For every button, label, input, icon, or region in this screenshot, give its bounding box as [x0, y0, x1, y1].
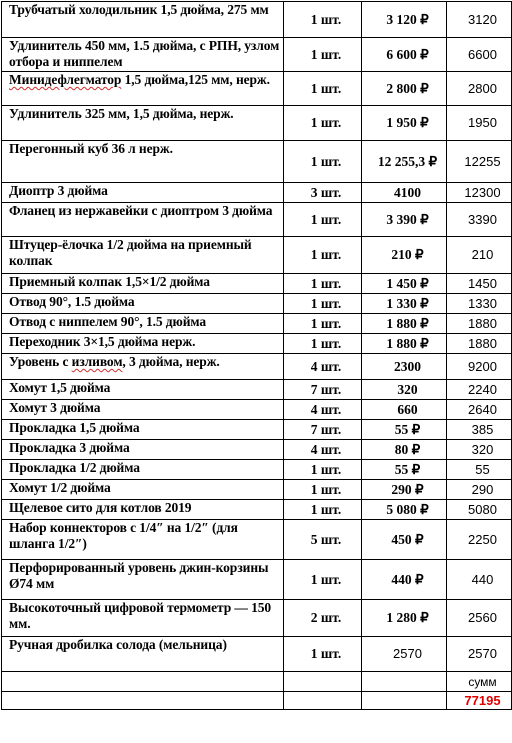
- item-price-cell[interactable]: 440 ₽: [362, 560, 447, 600]
- item-total-cell[interactable]: 12255: [447, 141, 512, 183]
- item-name-part: , 3 дюйма, нерж.: [122, 354, 220, 369]
- item-name-cell[interactable]: Щелевое сито для котлов 2019: [2, 500, 284, 520]
- item-quantity-cell[interactable]: 4 шт.: [284, 354, 362, 380]
- empty-cell[interactable]: [284, 692, 362, 710]
- summary-label-row: [2, 672, 512, 692]
- table-row: [2, 460, 512, 480]
- table-row: [2, 560, 512, 600]
- item-quantity-cell[interactable]: 1 шт.: [284, 637, 362, 672]
- empty-cell[interactable]: [362, 672, 447, 692]
- item-name-cell[interactable]: Набор коннекторов с 1/4″ на 1/2″ (для шланга 1/2″): [2, 520, 284, 560]
- empty-cell[interactable]: [2, 692, 284, 710]
- item-quantity-cell[interactable]: 1 шт.: [284, 2, 362, 38]
- item-quantity-cell[interactable]: 7 шт.: [284, 420, 362, 440]
- item-price-cell[interactable]: 55 ₽: [362, 460, 447, 480]
- table-row: [2, 203, 512, 237]
- table-row: [2, 237, 512, 274]
- item-price-cell[interactable]: 2300: [362, 354, 447, 380]
- item-price-cell[interactable]: 5 080 ₽: [362, 500, 447, 520]
- item-price-cell[interactable]: 3 120 ₽: [362, 2, 447, 38]
- item-name-cell[interactable]: Прокладка 1,5 дюйма: [2, 420, 284, 440]
- item-total-cell[interactable]: 320: [447, 440, 512, 460]
- item-price-cell[interactable]: 660: [362, 400, 447, 420]
- item-quantity-cell[interactable]: 1 шт.: [284, 72, 362, 106]
- table-row: [2, 480, 512, 500]
- item-total-cell[interactable]: 1880: [447, 314, 512, 334]
- item-price-cell[interactable]: 1 880 ₽: [362, 314, 447, 334]
- item-price-cell[interactable]: 12 255,3 ₽: [362, 141, 447, 183]
- item-name-cell[interactable]: Хомут 1/2 дюйма: [2, 480, 284, 500]
- item-total-cell[interactable]: 12300: [447, 183, 512, 203]
- summary-value-row: [2, 692, 512, 710]
- table-row: [2, 380, 512, 400]
- item-name-cell[interactable]: [2, 72, 284, 106]
- table-row: [2, 637, 512, 672]
- item-price-cell[interactable]: 1 880 ₽: [362, 334, 447, 354]
- item-total-cell[interactable]: 5080: [447, 500, 512, 520]
- item-quantity-cell[interactable]: 1 шт.: [284, 38, 362, 72]
- item-total-cell[interactable]: 2570: [447, 637, 512, 672]
- item-name-cell[interactable]: Перфорированный уровень джин-корзины Ø74 мм: [2, 560, 284, 600]
- item-price-cell[interactable]: 55 ₽: [362, 420, 447, 440]
- table-row: [2, 106, 512, 141]
- item-name-part: 1,5 дюйма,125 мм, нерж.: [121, 72, 270, 87]
- table-row: [2, 420, 512, 440]
- item-total-cell[interactable]: 1880: [447, 334, 512, 354]
- item-quantity-cell[interactable]: 2 шт.: [284, 600, 362, 637]
- table-row: [2, 520, 512, 560]
- item-quantity-cell[interactable]: 1 шт.: [284, 294, 362, 314]
- item-price-cell[interactable]: 2 800 ₽: [362, 72, 447, 106]
- order-table-body: [2, 2, 512, 710]
- item-name-cell[interactable]: Хомут 1,5 дюйма: [2, 380, 284, 400]
- item-name-cell[interactable]: Отвод 90°, 1.5 дюйма: [2, 294, 284, 314]
- table-row: [2, 354, 512, 380]
- table-row: [2, 600, 512, 637]
- table-row: [2, 334, 512, 354]
- item-total-cell[interactable]: 385: [447, 420, 512, 440]
- item-name-cell[interactable]: Штуцер-ёлочка 1/2 дюйма на приемный колпак: [2, 237, 284, 274]
- item-price-cell[interactable]: 1 280 ₽: [362, 600, 447, 637]
- table-row: [2, 400, 512, 420]
- item-quantity-cell[interactable]: 5 шт.: [284, 520, 362, 560]
- item-name-cell[interactable]: Приемный колпак 1,5×1/2 дюйма: [2, 274, 284, 294]
- item-name-cell[interactable]: Перегонный куб 36 л нерж.: [2, 141, 284, 183]
- item-name-cell[interactable]: Удлинитель 325 мм, 1,5 дюйма, нерж.: [2, 106, 284, 141]
- item-price-cell[interactable]: 4100: [362, 183, 447, 203]
- item-name-cell[interactable]: Фланец из нержавейки с диоптром 3 дюйма: [2, 203, 284, 237]
- item-quantity-cell[interactable]: 7 шт.: [284, 380, 362, 400]
- item-name-cell[interactable]: Отвод с ниппелем 90°, 1.5 дюйма: [2, 314, 284, 334]
- empty-cell[interactable]: [284, 672, 362, 692]
- table-row: [2, 141, 512, 183]
- item-name-cell[interactable]: [2, 354, 284, 380]
- item-quantity-cell[interactable]: 1 шт.: [284, 500, 362, 520]
- item-total-cell[interactable]: 55: [447, 460, 512, 480]
- item-price-cell[interactable]: 290 ₽: [362, 480, 447, 500]
- item-total-cell[interactable]: 2800: [447, 72, 512, 106]
- item-total-cell[interactable]: 2560: [447, 600, 512, 637]
- item-total-cell[interactable]: 1450: [447, 274, 512, 294]
- item-total-cell[interactable]: 1330: [447, 294, 512, 314]
- item-quantity-cell[interactable]: 1 шт.: [284, 560, 362, 600]
- table-row: [2, 294, 512, 314]
- item-quantity-cell[interactable]: 1 шт.: [284, 460, 362, 480]
- table-row: [2, 2, 512, 38]
- item-total-cell[interactable]: 6600: [447, 38, 512, 72]
- item-price-cell[interactable]: 450 ₽: [362, 520, 447, 560]
- item-total-cell[interactable]: 210: [447, 237, 512, 274]
- item-name-cell[interactable]: Трубчатый холодильник 1,5 дюйма, 275 мм: [2, 2, 284, 38]
- sum-label-cell[interactable]: сумм: [447, 672, 512, 692]
- sum-value-cell[interactable]: 77195: [447, 692, 512, 710]
- item-quantity-cell[interactable]: 1 шт.: [284, 141, 362, 183]
- item-quantity-cell[interactable]: 1 шт.: [284, 203, 362, 237]
- table-row: [2, 72, 512, 106]
- item-price-cell[interactable]: 1 950 ₽: [362, 106, 447, 141]
- table-row: [2, 38, 512, 72]
- item-name-cell[interactable]: Ручная дробилка солода (мельница): [2, 637, 284, 672]
- item-name-cell[interactable]: Хомут 3 дюйма: [2, 400, 284, 420]
- item-quantity-cell[interactable]: 3 шт.: [284, 183, 362, 203]
- table-row: [2, 274, 512, 294]
- table-row: [2, 500, 512, 520]
- item-price-cell[interactable]: 1 330 ₽: [362, 294, 447, 314]
- table-row: [2, 183, 512, 203]
- item-quantity-cell[interactable]: 1 шт.: [284, 106, 362, 141]
- item-name-cell[interactable]: Высокоточный цифровой термометр — 150 мм.: [2, 600, 284, 637]
- item-total-cell[interactable]: 290: [447, 480, 512, 500]
- table-row: [2, 440, 512, 460]
- item-quantity-cell[interactable]: 1 шт.: [284, 274, 362, 294]
- item-name-cell[interactable]: Прокладка 1/2 дюйма: [2, 460, 284, 480]
- item-total-cell[interactable]: 3120: [447, 2, 512, 38]
- item-total-cell[interactable]: 440: [447, 560, 512, 600]
- item-name-part: изливом: [71, 354, 123, 369]
- item-price-cell[interactable]: 6 600 ₽: [362, 38, 447, 72]
- item-total-cell[interactable]: 2250: [447, 520, 512, 560]
- item-total-cell[interactable]: 2240: [447, 380, 512, 400]
- item-name-cell[interactable]: Переходник 3×1,5 дюйма нерж.: [2, 334, 284, 354]
- item-quantity-cell[interactable]: 1 шт.: [284, 334, 362, 354]
- item-total-cell[interactable]: 9200: [447, 354, 512, 380]
- item-quantity-cell[interactable]: 4 шт.: [284, 400, 362, 420]
- item-total-cell[interactable]: 3390: [447, 203, 512, 237]
- item-quantity-cell[interactable]: 1 шт.: [284, 480, 362, 500]
- item-price-cell[interactable]: 320: [362, 380, 447, 400]
- item-name-cell[interactable]: Удлинитель 450 мм, 1.5 дюйма, с РПН, узлом отбора и ниппелем: [2, 38, 284, 72]
- item-name-part: Минидефлегматор: [9, 72, 122, 87]
- item-quantity-cell[interactable]: 1 шт.: [284, 314, 362, 334]
- item-name-cell[interactable]: Прокладка 3 дюйма: [2, 440, 284, 460]
- empty-cell[interactable]: [362, 692, 447, 710]
- item-name-cell[interactable]: Диоптр 3 дюйма: [2, 183, 284, 203]
- item-name-part: Уровень с: [9, 354, 72, 369]
- item-total-cell[interactable]: 2640: [447, 400, 512, 420]
- item-price-cell[interactable]: 210 ₽: [362, 237, 447, 274]
- item-price-cell[interactable]: 2570: [362, 637, 447, 672]
- table-row: [2, 314, 512, 334]
- item-quantity-cell[interactable]: 4 шт.: [284, 440, 362, 460]
- item-quantity-cell[interactable]: 1 шт.: [284, 237, 362, 274]
- item-total-cell[interactable]: 1950: [447, 106, 512, 141]
- empty-cell[interactable]: [2, 672, 284, 692]
- item-price-cell[interactable]: 80 ₽: [362, 440, 447, 460]
- order-table: [1, 1, 512, 710]
- item-price-cell[interactable]: 3 390 ₽: [362, 203, 447, 237]
- item-price-cell[interactable]: 1 450 ₽: [362, 274, 447, 294]
